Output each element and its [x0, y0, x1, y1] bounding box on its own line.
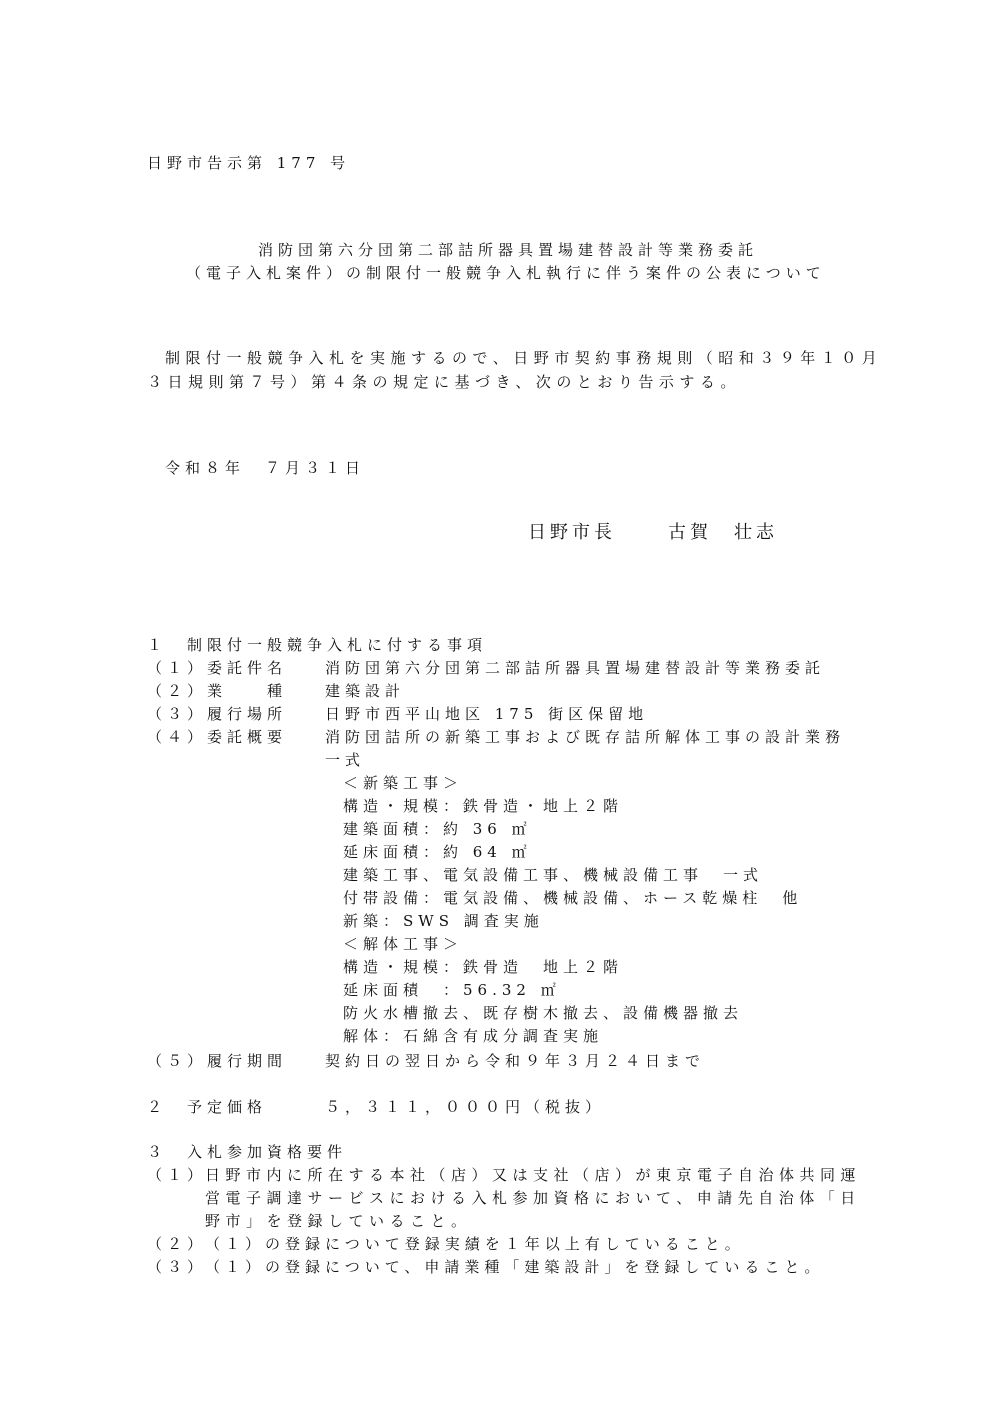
requirement-text: （１）の登録について、申請業種「建築設計」を登録していること。	[205, 1258, 825, 1276]
overview-detail: 解体：石綿含有成分調査実施	[343, 1027, 604, 1045]
item-value: 契約日の翌日から令和９年３月２４日まで	[325, 1052, 706, 1070]
requirement-text: 営電子調達サービスにおける入札参加資格において、申請先自治体「日	[205, 1189, 861, 1207]
item-label: （２）業 種	[147, 682, 288, 700]
requirement-text: （１）の登録について登録実績を１年以上有していること。	[205, 1235, 745, 1253]
item-label: （４）委託概要	[147, 728, 288, 746]
item-value: 日野市西平山地区 175 街区保留地	[325, 705, 649, 723]
overview-detail: 付帯設備：電気設備、機械設備、ホース乾燥柱 他	[343, 889, 803, 907]
intro-line1: 制限付一般競争入札を実施するので、日野市契約事務規則（昭和３９年１０月	[165, 349, 883, 367]
section3-heading: ３ 入札参加資格要件	[147, 1143, 348, 1161]
item-value: 消防団第六分団第二部詰所器具置場建替設計等業務委託	[325, 659, 826, 677]
intro-line2: ３日規則第７号）第４条の規定に基づき、次のとおり告示する。	[147, 373, 741, 391]
item-value: 消防団詰所の新築工事および既存詰所解体工事の設計業務	[325, 728, 846, 746]
overview-detail: 延床面積 ：56.32 ㎡	[343, 981, 561, 999]
section1-heading: １ 制限付一般競争入札に付する事項	[147, 636, 488, 654]
overview-detail: 建築工事、電気設備工事、機械設備工事 一式	[343, 866, 764, 884]
item-label: （１）委託件名	[147, 659, 288, 677]
requirement-label: （１）	[147, 1166, 208, 1184]
requirement-text: 野市」を登録していること。	[205, 1212, 472, 1230]
overview-detail: 延床面積：約 64 ㎡	[343, 843, 532, 861]
overview-detail: 構造・規模：鉄骨造・地上２階	[343, 797, 624, 815]
notice-number: 日野市告示第 177 号	[147, 154, 351, 172]
overview-detail: 新築：SWS 調査実施	[343, 912, 544, 930]
document-title-line1: 消防団第六分団第二部詰所器具置場建替設計等業務委託	[258, 241, 759, 259]
signatory-title: 日野市長	[528, 522, 616, 543]
notice-date: 令和８年 ７月３１日	[165, 459, 366, 477]
item-label: （３）履行場所	[147, 705, 288, 723]
overview-detail: 防火水槽撤去、既存樹木撤去、設備機器撤去	[343, 1004, 744, 1022]
requirement-label: （３）	[147, 1258, 208, 1276]
overview-continuation: 一式	[325, 751, 366, 769]
overview-detail: 建築面積：約 36 ㎡	[343, 820, 532, 838]
item-label: （５）履行期間	[147, 1052, 288, 1070]
requirement-text: 日野市内に所在する本社（店）又は支社（店）が東京電子自治体共同運	[205, 1166, 862, 1184]
section2-heading: ２ 予定価格	[147, 1098, 268, 1116]
item-value: 建築設計	[325, 682, 406, 700]
document-title-line2: （電子入札案件）の制限付一般競争入札執行に伴う案件の公表について	[186, 264, 826, 282]
overview-detail: ＜解体工事＞	[343, 935, 464, 953]
signatory-name: 古賀 壮志	[668, 522, 778, 543]
overview-detail: 構造・規模：鉄骨造 地上２階	[343, 958, 624, 976]
requirement-label: （２）	[147, 1235, 208, 1253]
planned-price: ５，３１１，０００円（税抜）	[325, 1098, 606, 1116]
overview-detail: ＜新築工事＞	[343, 774, 464, 792]
